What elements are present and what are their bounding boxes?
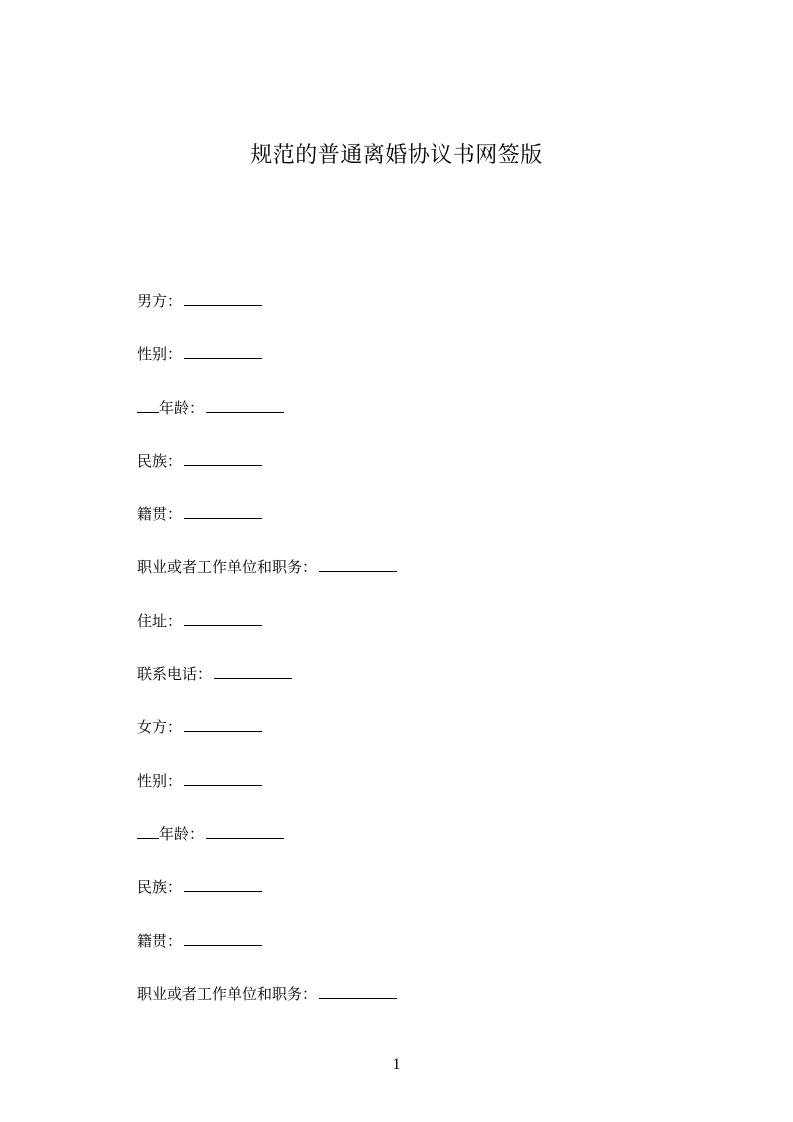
fill-blank[interactable] <box>184 449 262 466</box>
prefix-blank[interactable] <box>137 396 159 413</box>
field-label: 住址： <box>137 611 183 630</box>
field-label: 性别： <box>137 345 183 364</box>
field-male-native-place <box>137 499 697 552</box>
fill-blank[interactable] <box>319 555 397 572</box>
field-label: 职业或者工作单位和职务： <box>137 984 318 1003</box>
field-male-gender <box>137 339 697 392</box>
fill-blank[interactable] <box>184 342 262 359</box>
fill-blank[interactable] <box>184 502 262 519</box>
field-label: 男方： <box>137 292 183 310</box>
fill-blank[interactable] <box>214 662 292 679</box>
field-label: 女方： <box>137 718 183 737</box>
field-female-gender <box>137 766 697 819</box>
party-info-fields <box>137 286 697 1032</box>
prefix-blank[interactable] <box>137 822 159 839</box>
fill-blank[interactable] <box>184 875 262 892</box>
field-label: 民族： <box>137 451 183 470</box>
field-male-ethnicity <box>137 446 697 499</box>
page-title: 规范的普通离婚协议书网签版 <box>250 143 543 168</box>
field-label: 性别： <box>137 771 183 790</box>
field-female-ethnicity <box>137 872 697 925</box>
field-male-address <box>137 606 697 659</box>
fill-blank[interactable] <box>206 396 284 413</box>
field-male-occupation <box>137 552 697 605</box>
field-label: 年龄： <box>159 824 205 843</box>
field-male-phone <box>137 659 697 712</box>
fill-blank[interactable] <box>184 715 262 732</box>
fill-blank[interactable] <box>184 769 262 786</box>
field-label: 职业或者工作单位和职务： <box>137 558 318 577</box>
field-female-native-place <box>137 926 697 979</box>
fill-blank[interactable] <box>184 289 262 306</box>
field-female-name <box>137 712 697 765</box>
field-label: 年龄： <box>159 398 205 417</box>
fill-blank[interactable] <box>206 822 284 839</box>
field-male-name <box>137 286 697 339</box>
field-label: 联系电话： <box>137 665 213 684</box>
field-label: 民族： <box>137 878 183 897</box>
field-male-age <box>137 393 697 446</box>
field-label: 籍贯： <box>137 931 183 950</box>
fill-blank[interactable] <box>319 982 397 999</box>
field-female-age <box>137 819 697 872</box>
fill-blank[interactable] <box>184 609 262 626</box>
field-female-occupation <box>137 979 697 1032</box>
page-number: 1 <box>392 1056 401 1073</box>
fill-blank[interactable] <box>184 929 262 946</box>
field-label: 籍贯： <box>137 505 183 524</box>
